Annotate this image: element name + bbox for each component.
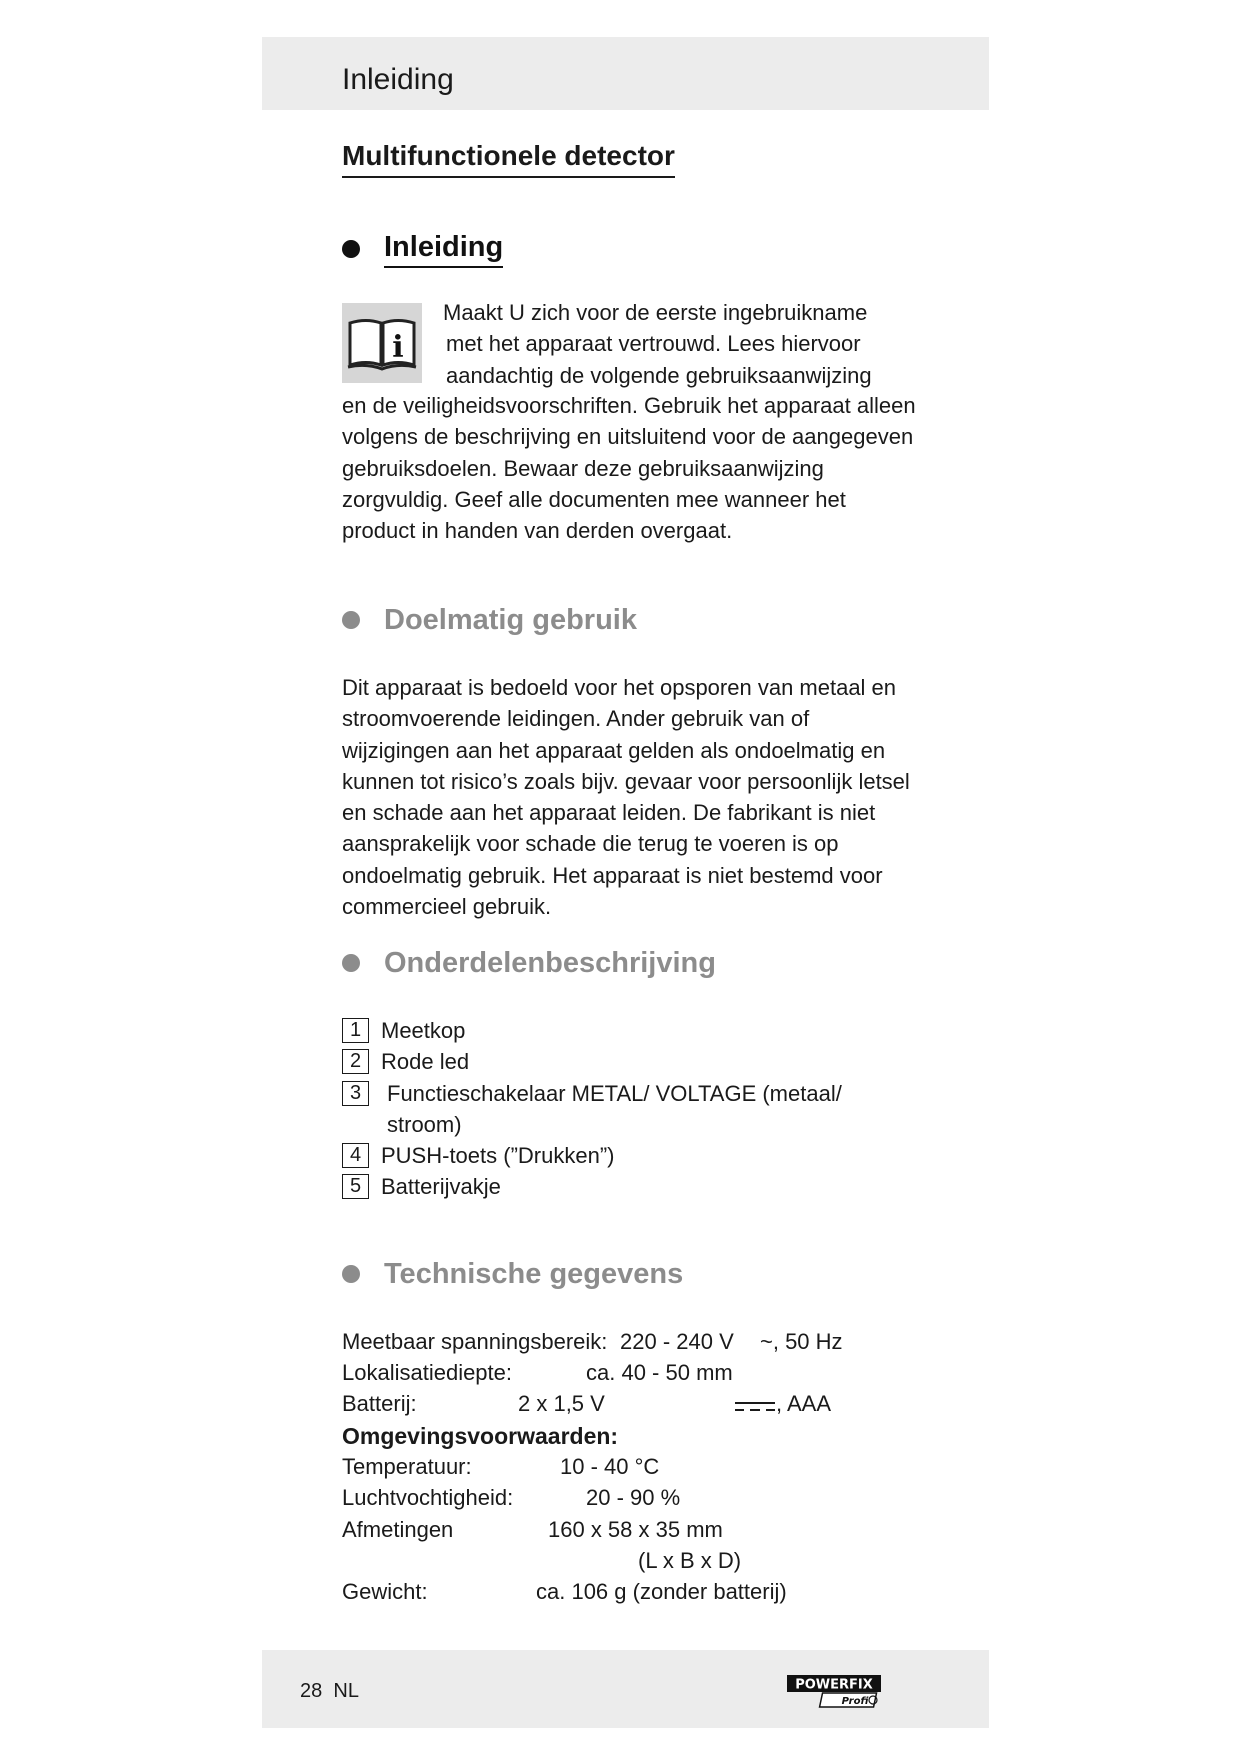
spec-label: Gewicht: — [342, 1579, 428, 1604]
footer-band — [262, 1650, 989, 1728]
spec-ac: ~, 50 Hz — [760, 1329, 843, 1354]
section-heading-parts — [342, 946, 716, 980]
list-item — [342, 1171, 917, 1202]
bullet-icon — [342, 1265, 360, 1283]
intro-first-lines — [443, 297, 913, 391]
parts-list — [342, 1015, 917, 1203]
page-number — [300, 1680, 359, 1703]
intro-paragraph: en de veiligheidsvoorschriften. Gebruik het apparaat alleen volgens de beschrijving en uitsluitend voor de aangegeven gebruiksdoelen. Bewaar deze gebruiksaanwijzing zorgvuldig. Geef alle documenten mee wanneer het product in handen van derden overgaat. — [342, 393, 916, 544]
part-label: PUSH-toets (”Drukken”) — [381, 1143, 615, 1169]
spec-value: ca. 106 g (zonder batterij) — [536, 1579, 787, 1604]
svg-text:i: i — [392, 330, 404, 365]
powerfix-logo — [787, 1672, 881, 1712]
header-band — [262, 37, 989, 110]
list-item — [342, 1078, 917, 1141]
dc-symbol-icon — [734, 1393, 776, 1424]
page-number-value: 28 — [300, 1680, 323, 1702]
section-heading-intro — [342, 230, 503, 268]
part-number: 3 — [342, 1081, 369, 1106]
section-heading-parts-text: Onderdelenbeschrijving — [384, 947, 716, 979]
logo-subtext: Profi — [841, 1696, 869, 1707]
list-item — [342, 1046, 917, 1077]
spec-value: (L x B x D) — [638, 1548, 742, 1573]
document-title: Multifunctionele detector — [342, 139, 675, 178]
env-title: Omgevingsvoorwaarden: — [342, 1423, 619, 1449]
spec-label: Lokalisatiediepte: — [342, 1360, 513, 1385]
section-heading-intro-text: Inleiding — [384, 230, 503, 268]
list-item — [342, 1015, 917, 1046]
section-heading-specs — [342, 1257, 683, 1291]
spec-label: Meetbaar spanningsbereik: — [342, 1329, 608, 1354]
part-label: Meetkop — [381, 1018, 466, 1043]
part-number: 4 — [342, 1143, 369, 1168]
spec-value: 220 - 240 V — [620, 1329, 734, 1354]
logo-text: POWERFIX — [795, 1677, 873, 1693]
part-number: 1 — [342, 1018, 369, 1043]
part-label: Functieschakelaar METAL/ VOLTAGE (metaal/ stroom) — [387, 1080, 842, 1137]
part-label: Batterijvakje — [381, 1174, 501, 1200]
info-book-icon — [342, 303, 422, 383]
spec-battery-type: , AAA — [776, 1391, 832, 1416]
section-heading-specs-text: Technische gegevens — [384, 1258, 684, 1290]
bullet-icon — [342, 954, 360, 972]
part-label: Rode led — [381, 1049, 470, 1075]
spec-label: Afmetingen — [342, 1517, 454, 1542]
part-number: 2 — [342, 1049, 369, 1074]
spec-label: Batterij: — [342, 1391, 417, 1416]
intro-line-1: Maakt U zich voor de eerste ingebruikname — [443, 300, 868, 325]
intro-line-3: aandachtig de volgende gebruiksaanwijzing — [446, 362, 872, 388]
section-heading-usage — [342, 603, 637, 637]
bullet-icon — [342, 611, 360, 629]
section-heading-usage-text: Doelmatig gebruik — [384, 604, 637, 636]
part-number: 5 — [342, 1174, 369, 1199]
page-language: NL — [333, 1680, 359, 1702]
header-title: Inleiding — [342, 63, 454, 96]
spec-value: 10 - 40 °C — [560, 1454, 660, 1479]
spec-value: ca. 40 - 50 mm — [586, 1360, 733, 1385]
spec-value: 2 x 1,5 V — [518, 1391, 605, 1416]
usage-paragraph: Dit apparaat is bedoeld voor het opsporen van metaal en stroomvoerende leidingen. Ander gebruik van of wijzigingen aan het apparaat gelden als ondoelmatig en kunnen tot risico’s zoals bijv. gevaar voor persoonlijk letsel en schade aan het apparaat leiden. De fabrikant is niet aansprakelijk voor schade die terug te voeren is op ondoelmatig gebruik. Het apparaat is niet bestemd voor commercieel gebruik. — [342, 675, 910, 920]
spec-label: Luchtvochtigheid: — [342, 1485, 514, 1510]
spec-value: 160 x 58 x 35 mm — [548, 1517, 723, 1542]
bullet-icon — [342, 240, 360, 258]
spec-label: Temperatuur: — [342, 1454, 472, 1479]
list-item — [342, 1140, 917, 1171]
intro-line-2: met het apparaat vertrouwd. Lees hiervoor — [446, 331, 861, 357]
spec-value: 20 - 90 % — [586, 1485, 681, 1510]
